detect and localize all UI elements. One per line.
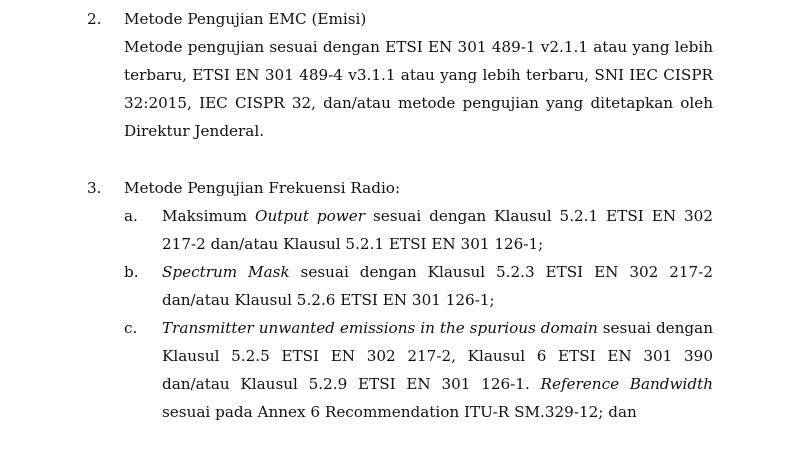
section-paragraph bbox=[124, 33, 713, 145]
list-item-letter: a. bbox=[124, 207, 138, 225]
item-italic-term: Spectrum Mask bbox=[162, 263, 290, 281]
list-item-letter: c. bbox=[124, 319, 138, 337]
item-line: dan/atau Klausul 5.2.6 ETSI EN 301 126-1; bbox=[162, 291, 495, 309]
list-item-text bbox=[162, 202, 713, 258]
section-heading: Metode Pengujian EMC (Emisi) bbox=[124, 10, 367, 28]
paragraph-line: Direktur Jenderal. bbox=[124, 122, 265, 140]
item-line bbox=[162, 202, 713, 230]
item-line bbox=[162, 258, 713, 286]
item-line: 217-2 dan/atau Klausul 5.2.1 ETSI EN 301 126-1; bbox=[162, 235, 544, 253]
list-item-letter: b. bbox=[124, 263, 139, 281]
item-line: sesuai pada Annex 6 Recommendation ITU-R SM.329-12; dan bbox=[162, 403, 637, 421]
item-text-run: sesuai dengan Klausul 5.2.1 ETSI EN 302 bbox=[365, 207, 714, 225]
paragraph-line: terbaru, ETSI EN 301 489-4 v3.1.1 atau yang lebih terbaru, SNI IEC CISPR bbox=[124, 66, 713, 84]
section-heading: Metode Pengujian Frekuensi Radio: bbox=[124, 179, 401, 197]
item-text-run: sesuai dengan bbox=[597, 319, 713, 337]
list-item-text bbox=[162, 314, 713, 426]
paragraph-line: Metode pengujian sesuai dengan ETSI EN 301 489-1 v2.1.1 atau yang lebih bbox=[124, 38, 713, 56]
item-line bbox=[162, 370, 713, 398]
paragraph-line: 32:2015, IEC CISPR 32, dan/atau metode pengujian yang ditetapkan oleh bbox=[124, 94, 713, 112]
item-italic-term: Output power bbox=[255, 207, 365, 225]
item-line: Klausul 5.2.5 ETSI EN 302 217-2, Klausul 6 ETSI EN 301 390 bbox=[162, 347, 713, 365]
list-item-text bbox=[162, 258, 713, 314]
item-italic-term: Transmitter unwanted emissions in the spurious domain bbox=[162, 319, 598, 337]
item-text-run: dan/atau Klausul 5.2.9 ETSI EN 301 126-1. bbox=[162, 375, 541, 393]
item-italic-term: Reference Bandwidth bbox=[540, 375, 713, 393]
section-number: 2. bbox=[87, 10, 102, 28]
item-text-run: Maksimum bbox=[162, 207, 255, 225]
item-line bbox=[162, 314, 713, 342]
section-number: 3. bbox=[87, 179, 102, 197]
item-text-run: sesuai dengan Klausul 5.2.3 ETSI EN 302 217-2 bbox=[289, 263, 713, 281]
